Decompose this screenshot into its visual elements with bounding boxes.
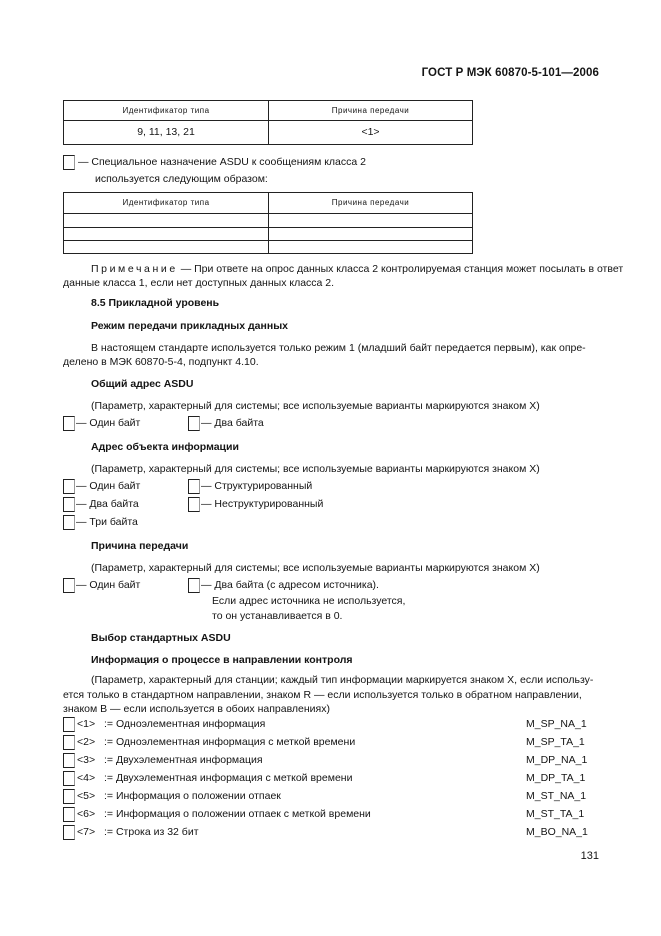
cot-one-byte-checkbox[interactable] bbox=[63, 578, 75, 593]
item-description: := Двухэлементная информация с меткой времени bbox=[104, 772, 353, 784]
item-description: := Одноэлементная информация с меткой времени bbox=[104, 736, 356, 748]
item-checkbox[interactable] bbox=[63, 789, 75, 804]
item-checkbox[interactable] bbox=[63, 753, 75, 768]
cot-two-bytes-label: — Два байта (с адресом источника). bbox=[201, 579, 379, 591]
table-header-cause: Причина передачи bbox=[269, 101, 473, 121]
item-number: <6> bbox=[77, 808, 96, 820]
cot-note-1: Если адрес источника не используется, bbox=[212, 595, 406, 607]
table-cell-type: 9, 11, 13, 21 bbox=[64, 121, 269, 145]
item-number: <5> bbox=[77, 790, 96, 802]
two-bytes-label: — Два байта bbox=[201, 417, 264, 429]
item-code: M_ST_TA_1 bbox=[526, 808, 585, 820]
unstructured-label: — Неструктурированный bbox=[201, 498, 324, 510]
item-checkbox[interactable] bbox=[63, 717, 75, 732]
document-header: ГОСТ Р МЭК 60870-5-101—2006 bbox=[421, 67, 599, 79]
mode-text-1: В настоящем стандарте используется только режим 1 (младший байт передается первым), как опре- bbox=[91, 342, 586, 354]
item-description: := Строка из 32 бит bbox=[104, 826, 199, 838]
monitor-param-3: знаком B — если используется в обоих направлениях) bbox=[63, 703, 330, 715]
two-bytes-checkbox[interactable] bbox=[188, 416, 200, 431]
item-description: := Информация о положении отпаек с меткой времени bbox=[104, 808, 371, 820]
item-checkbox[interactable] bbox=[63, 807, 75, 822]
ioa-param: (Параметр, характерный для системы; все используемые варианты маркируются знаком X) bbox=[91, 463, 540, 475]
item-code: M_DP_NA_1 bbox=[526, 754, 588, 766]
common-address-heading: Общий адрес ASDU bbox=[91, 378, 194, 390]
mode-text-2: делено в МЭК 60870-5-4, подпункт 4.10. bbox=[63, 356, 259, 368]
note-label: Примечание bbox=[91, 263, 178, 275]
item-checkbox[interactable] bbox=[63, 735, 75, 750]
item-checkbox[interactable] bbox=[63, 825, 75, 840]
note-line-2: данные класса 1, если нет доступных данных класса 2. bbox=[63, 277, 335, 289]
ioa-three-bytes-checkbox[interactable] bbox=[63, 515, 75, 530]
monitor-heading: Информация о процессе в направлении контроля bbox=[91, 654, 353, 666]
special-asdu-text-2: используется следующим образом: bbox=[95, 173, 268, 185]
structured-checkbox[interactable] bbox=[188, 479, 200, 494]
unstructured-checkbox[interactable] bbox=[188, 497, 200, 512]
monitor-param-1: (Параметр, характерный для станции; каждый тип информации маркируется знаком X, если использу- bbox=[91, 674, 594, 686]
cot-heading: Причина передачи bbox=[91, 540, 189, 552]
item-number: <3> bbox=[77, 754, 96, 766]
ioa-one-byte-label: — Один байт bbox=[76, 480, 141, 492]
monitor-param-2: ется только в стандартном направлении, знаком R — если используется только в обратном направлении, bbox=[63, 689, 582, 701]
cot-one-byte-label: — Один байт bbox=[76, 579, 141, 591]
table-header-type: Идентификатор типа bbox=[64, 101, 269, 121]
cot-two-bytes-checkbox[interactable] bbox=[188, 578, 200, 593]
section-heading: 8.5 Прикладной уровень bbox=[91, 297, 220, 309]
note-line-1 bbox=[91, 263, 623, 276]
cot-note-2: то он устанавливается в 0. bbox=[212, 610, 343, 622]
structured-label: — Структурированный bbox=[201, 480, 313, 492]
table-cell bbox=[64, 228, 269, 241]
table-cell bbox=[64, 241, 269, 254]
table-cell bbox=[269, 214, 473, 228]
one-byte-label: — Один байт bbox=[76, 417, 141, 429]
table-cell bbox=[269, 228, 473, 241]
ioa-one-byte-checkbox[interactable] bbox=[63, 479, 75, 494]
table-header-cause: Причина передачи bbox=[269, 193, 473, 214]
ioa-two-bytes-label: — Два байта bbox=[76, 498, 139, 510]
item-number: <2> bbox=[77, 736, 96, 748]
item-checkbox[interactable] bbox=[63, 771, 75, 786]
item-description: := Информация о положении отпаек bbox=[104, 790, 281, 802]
special-asdu-table bbox=[63, 192, 473, 254]
table-cell bbox=[64, 214, 269, 228]
ioa-two-bytes-checkbox[interactable] bbox=[63, 497, 75, 512]
type-cause-table bbox=[63, 100, 473, 145]
cot-param: (Параметр, характерный для системы; все используемые варианты маркируются знаком X) bbox=[91, 562, 540, 574]
table-cell bbox=[269, 241, 473, 254]
note-text: — При ответе на опрос данных класса 2 контролируемая станция может посылать в ответ bbox=[177, 263, 624, 275]
table-cell-cause: <1> bbox=[269, 121, 473, 145]
item-code: M_ST_NA_1 bbox=[526, 790, 587, 802]
ioa-three-bytes-label: — Три байта bbox=[76, 516, 138, 528]
common-address-param: (Параметр, характерный для системы; все используемые варианты маркируются знаком X) bbox=[91, 400, 540, 412]
special-asdu-checkbox[interactable] bbox=[63, 155, 75, 170]
item-code: M_SP_NA_1 bbox=[526, 718, 587, 730]
item-number: <1> bbox=[77, 718, 96, 730]
table-header-type: Идентификатор типа bbox=[64, 193, 269, 214]
item-code: M_DP_TA_1 bbox=[526, 772, 586, 784]
item-code: M_SP_TA_1 bbox=[526, 736, 585, 748]
one-byte-checkbox[interactable] bbox=[63, 416, 75, 431]
item-code: M_BO_NA_1 bbox=[526, 826, 588, 838]
ioa-heading: Адрес объекта информации bbox=[91, 441, 239, 453]
item-description: := Одноэлементная информация bbox=[104, 718, 266, 730]
special-asdu-text: — Специальное назначение ASDU к сообщениям класса 2 bbox=[78, 156, 366, 168]
item-number: <7> bbox=[77, 826, 96, 838]
item-number: <4> bbox=[77, 772, 96, 784]
mode-heading: Режим передачи прикладных данных bbox=[91, 320, 289, 332]
page-number: 131 bbox=[580, 850, 599, 862]
std-asdu-heading: Выбор стандартных ASDU bbox=[91, 632, 231, 644]
item-description: := Двухэлементная информация bbox=[104, 754, 263, 766]
